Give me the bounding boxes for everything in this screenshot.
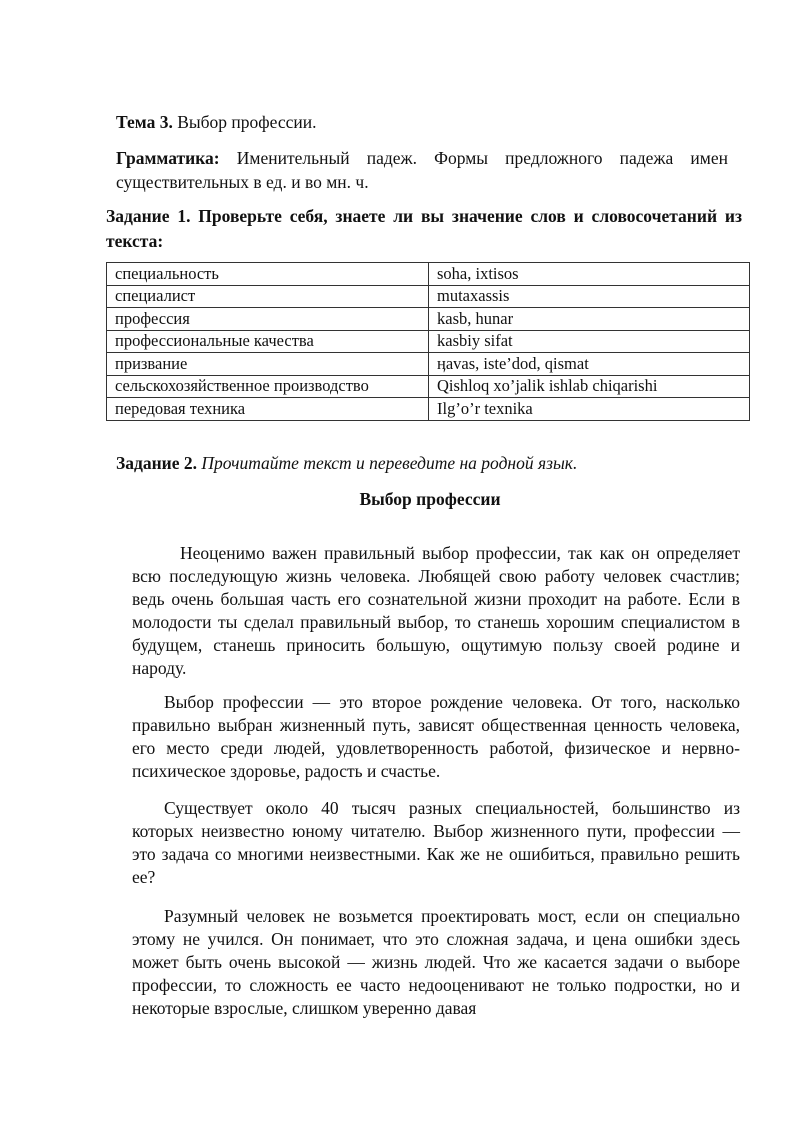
table-row <box>107 330 750 353</box>
task1-heading: Задание 1. Проверьте себя, знаете ли вы значение слов и словосочетаний из текста: <box>106 206 742 251</box>
term-ru: профессиональные качества <box>107 330 429 353</box>
term-uz: Qishloq xo’jalik ishlab chiqarishi <box>429 375 750 398</box>
table-row <box>107 285 750 308</box>
table-row <box>107 263 750 286</box>
term-ru: сельскохозяйственное производство <box>107 375 429 398</box>
table-row <box>107 375 750 398</box>
term-ru: передовая техника <box>107 398 429 421</box>
term-ru: профессия <box>107 308 429 331</box>
term-uz: kasbiy sifat <box>429 330 750 353</box>
paragraph-3: Существует около 40 тысяч разных специальностей, большинство из которых неизвестно юному читателю. Выбор жизненного пути, профессии — это задача со многими неизвестными. Как же не ошибиться, правильно решить ее? <box>132 798 740 887</box>
text-title: Выбор профессии <box>359 489 501 509</box>
paragraph-4: Разумный человек не возьмется проектировать мост, если он специально этому не учился. Он понимает, что это сложная задача, и цена ошибки здесь может быть очень высокой — жизнь людей. Что же касается задачи о выборе профессии, то сложность ее часто недооценивают не только подростки, но и некоторые взрослые, слишком уверенно давая <box>132 906 740 1018</box>
table-row <box>107 398 750 421</box>
paragraph-2: Выбор профессии — это второе рождение человека. От того, насколько правильно выбран жизненный путь, зависят общественная ценность человека, его место среди людей, удовлетворенность работой, физическое и нервно-психическое здоровье, радость и счастье. <box>132 692 740 781</box>
task2-label: Задание 2. <box>116 453 198 473</box>
task2-text: Прочитайте текст и переведите на родной язык. <box>197 453 578 473</box>
term-uz: soha, ixtisos <box>429 263 750 286</box>
grammar-line <box>116 146 728 194</box>
term-uz: ӊavas, iste’dod, qismat <box>429 353 750 376</box>
table-row <box>107 353 750 376</box>
grammar-text: Именительный падеж. Формы предложного падежа имен существительных в ед. и во мн. ч. <box>116 148 728 192</box>
paragraph-1: Неоценимо важен правильный выбор профессии, так как он определяет всю последующую жизнь человека. Любящей свою работу человек счастлив; ведь очень большая часть его сознательной жизни проходит на работе. Если в молодости ты сделал правильный выбор, то станешь хорошим специалистом в будущем, станешь приносить большую, ощутимую пользу своей родине и народу. <box>132 543 740 678</box>
term-ru: специальность <box>107 263 429 286</box>
term-uz: kasb, hunar <box>429 308 750 331</box>
term-uz: mutaxassis <box>429 285 750 308</box>
task2-heading <box>116 453 577 474</box>
vocabulary-table <box>106 262 750 421</box>
term-ru: специалист <box>107 285 429 308</box>
topic-text: Выбор профессии. <box>172 112 317 132</box>
topic-line <box>116 112 316 133</box>
table-row <box>107 308 750 331</box>
grammar-label: Грамматика: <box>116 148 220 168</box>
term-ru: призвание <box>107 353 429 376</box>
term-uz: Ilg’o’r texnika <box>429 398 750 421</box>
topic-label: Тема 3. <box>116 112 173 132</box>
